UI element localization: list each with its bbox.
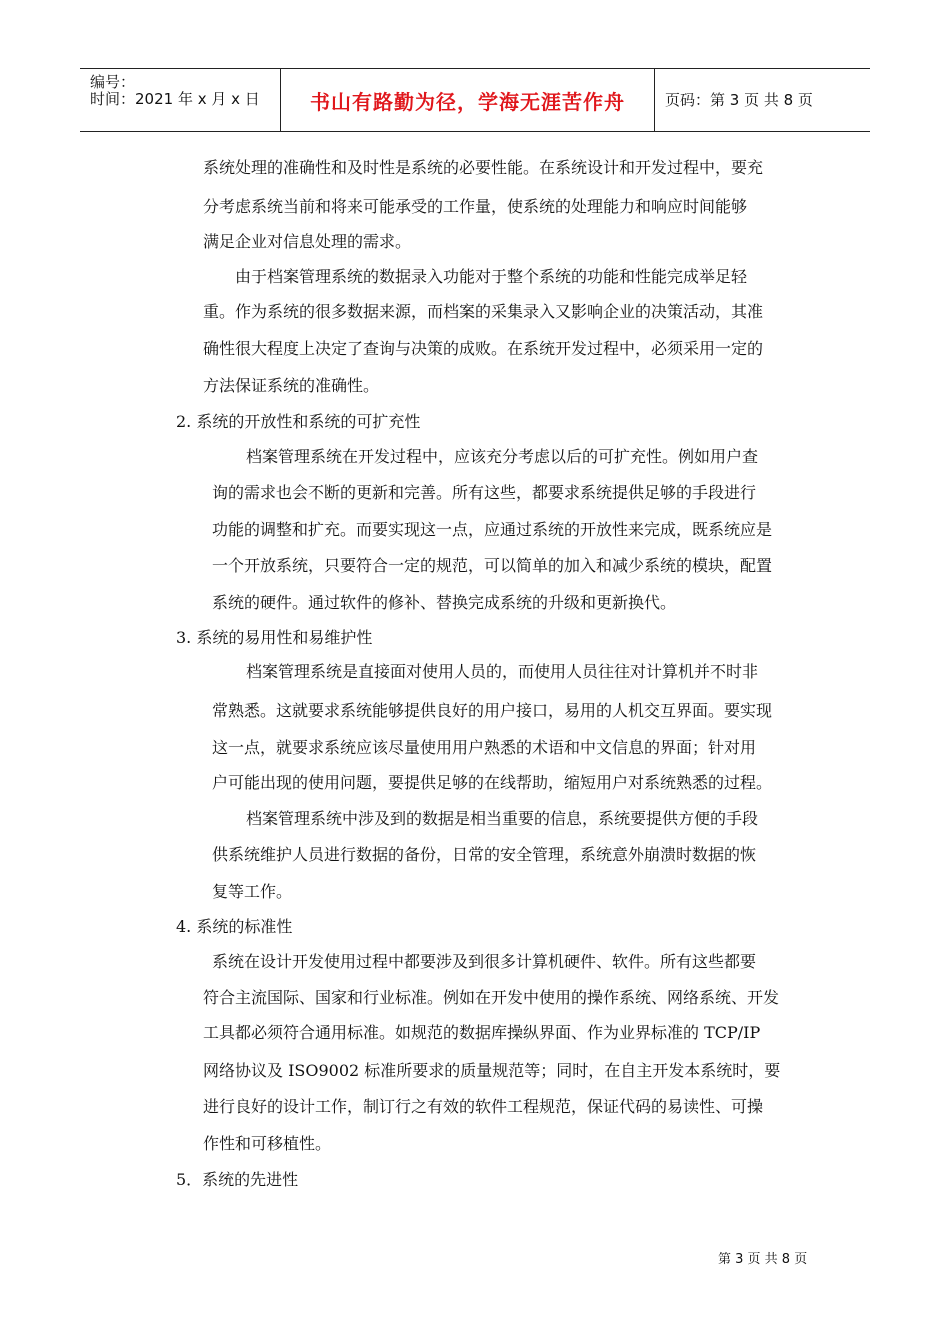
body-line: 询的需求也会不断的更新和完善。所有这些，都要求系统提供足够的手段进行 <box>212 483 757 502</box>
section-heading: 5．系统的先进性 <box>176 1170 299 1189</box>
body-line: 作性和可移植性。 <box>203 1134 332 1153</box>
body-line: 系统的硬件。通过软件的修补、替换完成系统的升级和更新换代。 <box>212 593 677 612</box>
body-line: 复等工作。 <box>212 882 293 901</box>
body-line: 符合主流国际、国家和行业标准。例如在开发中使用的操作系统、网络系统、开发 <box>203 988 780 1007</box>
body-line: 分考虑系统当前和将来可能承受的工作量，使系统的处理能力和响应时间能够 <box>203 197 748 216</box>
body-line: 档案管理系统在开发过程中，应该充分考虑以后的可扩充性。例如用户查 <box>246 447 759 466</box>
body-line: 网络协议及 ISO9002 标准所要求的质量规范等；同时，在自主开发本系统时，要 <box>203 1061 781 1080</box>
document-date-label: 时间：2021 年 x 月 x 日 <box>90 90 260 108</box>
body-line: 工具都必须符合通用标准。如规范的数据库操纵界面、作为业界标准的 TCP/IP <box>203 1023 761 1042</box>
body-line: 档案管理系统是直接面对使用人员的，而使用人员往往对计算机并不时非 <box>246 662 759 681</box>
document-number-label: 编号： <box>90 73 136 91</box>
body-line: 常熟悉。这就要求系统能够提供良好的用户接口，易用的人机交互界面。要实现 <box>212 701 773 720</box>
body-line: 供系统维护人员进行数据的备份，日常的安全管理，系统意外崩溃时数据的恢 <box>212 845 757 864</box>
body-line: 这一点，就要求系统应该尽量使用用户熟悉的术语和中文信息的界面；针对用 <box>212 738 757 757</box>
body-line: 户可能出现的使用问题，要提供足够的在线帮助，缩短用户对系统熟悉的过程。 <box>212 773 773 792</box>
section-heading: 4. 系统的标准性 <box>176 917 293 936</box>
body-line: 一个开放系统，只要符合一定的规范，可以简单的加入和减少系统的模块，配置 <box>212 556 773 575</box>
page-header <box>80 68 870 132</box>
body-line: 档案管理系统中涉及到的数据是相当重要的信息，系统要提供方便的手段 <box>246 809 759 828</box>
body-line: 确性很大程度上决定了查询与决策的成败。在系统开发过程中，必须采用一定的 <box>203 339 764 358</box>
header-motto: 书山有路勤为径，学海无涯苦作舟 <box>310 90 625 114</box>
body-line: 系统处理的准确性和及时性是系统的必要性能。在系统设计和开发过程中，要充 <box>203 158 764 177</box>
header-motto-cell <box>281 69 655 131</box>
section-heading: 3. 系统的易用性和易维护性 <box>176 628 373 647</box>
body-line: 由于档案管理系统的数据录入功能对于整个系统的功能和性能完成举足轻 <box>235 267 748 286</box>
header-meta-cell <box>80 69 281 131</box>
body-line: 方法保证系统的准确性。 <box>203 376 380 395</box>
body-line: 进行良好的设计工作，制订行之有效的软件工程规范，保证代码的易读性、可操 <box>203 1097 764 1116</box>
header-page-number: 页码：第 3 页 共 8 页 <box>665 91 813 109</box>
body-line: 功能的调整和扩充。而要实现这一点，应通过系统的开放性来完成，既系统应是 <box>212 520 773 539</box>
section-heading: 2. 系统的开放性和系统的可扩充性 <box>176 412 421 431</box>
body-line: 系统在设计开发使用过程中都要涉及到很多计算机硬件、软件。所有这些都要 <box>212 952 757 971</box>
body-line: 满足企业对信息处理的需求。 <box>203 232 412 251</box>
body-line: 重。作为系统的很多数据来源，而档案的采集录入又影响企业的决策活动，其准 <box>203 302 764 321</box>
header-page-cell <box>655 69 870 131</box>
footer-page-number: 第 3 页 共 8 页 <box>718 1252 808 1267</box>
